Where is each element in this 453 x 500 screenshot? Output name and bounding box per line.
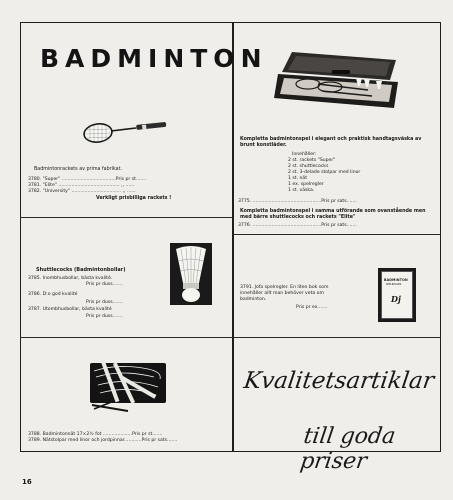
alt-set-heading-line-2: med bärre shuttlecocks och rackets "Elite" bbox=[240, 215, 356, 220]
shuttle-line-6: Pris pr duss....... bbox=[86, 314, 123, 319]
set-heading-line-1: Kompletta badmintonspel i elegant och praktisk handtagsväska av bbox=[240, 137, 422, 142]
set-content-5: 1 ex. spelregler bbox=[288, 182, 324, 187]
page-number: 16 bbox=[22, 478, 32, 486]
racket-illustration bbox=[82, 118, 172, 148]
set-content-4: 1 st. nät bbox=[288, 176, 308, 181]
slogan-line-2: till goda priser bbox=[298, 424, 397, 474]
left-divider-1 bbox=[20, 217, 232, 218]
page-title: BADMINTON bbox=[40, 44, 268, 73]
set-heading-line-2: brunt konstläder. bbox=[240, 143, 287, 148]
shuttlecock-illustration bbox=[170, 243, 212, 305]
book-subtitle: SPELREGLER bbox=[386, 283, 402, 286]
shuttle-line-1: 3785. Inombhusbollar, bästa kvalité. bbox=[28, 276, 113, 281]
shuttle-line-4: Pris pr duss....... bbox=[86, 300, 123, 305]
shuttlecocks-heading: Shuttlecocks (Badmintonbollar) bbox=[36, 267, 126, 273]
net-illustration bbox=[88, 357, 170, 415]
column-divider bbox=[232, 22, 234, 452]
set-contents-title: Innehåller: bbox=[292, 152, 317, 157]
rules-line-2: innehåller allt man behöver veta om bbox=[240, 291, 324, 296]
book-logo-icon: Dj bbox=[391, 294, 401, 304]
slogan-line-1: Kvalitetsartiklar bbox=[242, 368, 436, 394]
rules-price: Pris pr ex....... bbox=[296, 305, 328, 310]
left-divider-2 bbox=[20, 337, 232, 338]
badminton-case-illustration bbox=[272, 50, 406, 114]
shuttle-line-5: 3787. Utombhusbollar, bästa kvalité bbox=[28, 307, 112, 312]
set-content-1: 2 st. rackets "Super" bbox=[288, 158, 336, 163]
rules-line-3: badminton. bbox=[240, 297, 267, 302]
set-content-3: 2 st. 3-delade stolpar med linor bbox=[288, 170, 361, 175]
right-divider-2 bbox=[233, 337, 441, 338]
book-title: BADMINTON bbox=[384, 278, 408, 282]
right-divider-1 bbox=[233, 234, 441, 235]
racket-line-3781: 3781. "Elite" .......................................... ,, ...... bbox=[28, 183, 135, 188]
net-line-3788: 3788. Badmintonnät 17×2½ fot ....................Pris pr st....... bbox=[28, 432, 163, 437]
set-content-6: 1 st. väska. bbox=[288, 188, 315, 193]
net-line-3789: 3789. Nätstolpar med linor och jordpinnar............Pris pr sats....... bbox=[28, 438, 178, 443]
rules-book-illustration bbox=[378, 268, 416, 322]
alt-set-heading-line-1: Kompletta badmintonspel i samma utförande som ovanstående men bbox=[240, 209, 426, 214]
set-price-3776: 3776. ...............................................Pris pr sats....... bbox=[238, 223, 357, 228]
rackets-heading: Badmintonrackets av prima fabrikat. bbox=[34, 167, 122, 172]
rules-line-1: 3791. Jofa spelregler. En liten bok som bbox=[240, 285, 329, 290]
set-price-3775: 3775. ...............................................Pris pr sats....... bbox=[238, 199, 357, 204]
rackets-note: Verkligt prisbilliga rackets ! bbox=[96, 196, 172, 201]
racket-line-3780: 3780. "Super" .....................................Pris pr st....... bbox=[28, 177, 147, 182]
set-content-2: 2 st. shuttlecocks bbox=[288, 164, 329, 169]
shuttle-line-2: Pris pr duss....... bbox=[86, 282, 123, 287]
racket-line-3782: 3782. "University" .................................. ,, ...... bbox=[28, 189, 136, 194]
shuttle-line-3: 3786. D:o god kvalité bbox=[28, 292, 78, 297]
